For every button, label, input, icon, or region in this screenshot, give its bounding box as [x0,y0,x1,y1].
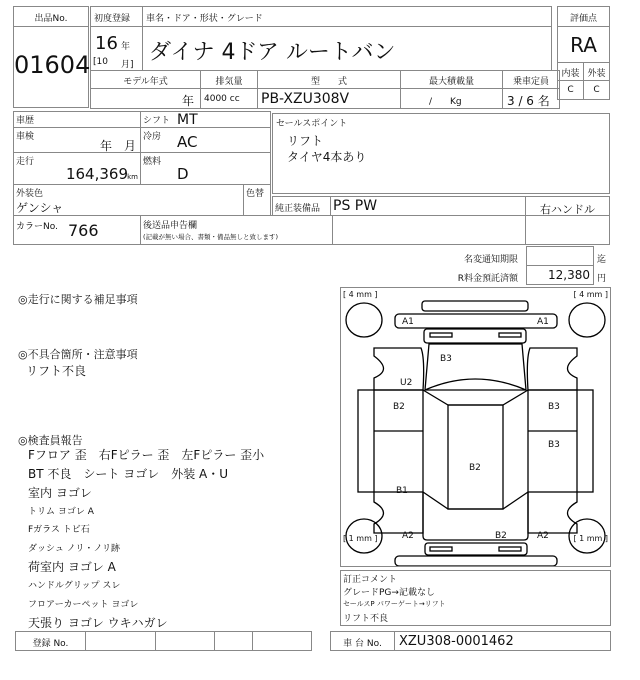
interior-label: 内装 [561,69,580,79]
spec-header-displacement: 排気量 [215,77,243,87]
fuel-label: 燃料 [143,157,162,167]
reg-label-cell [90,6,143,27]
model-code: PB-XZU308V [261,91,350,107]
tire-depth-front-right: [ 4 mm ] [573,290,608,299]
damage-mark: B3 [440,354,452,364]
later-value-cell [332,215,526,245]
damage-mark: B2 [393,402,405,412]
report-line: Fフロア 歪 右Fピラー 歪 左Fピラー 歪小 [28,448,265,462]
displacement: 4000 cc [204,94,240,104]
sales-line: リフト [287,134,324,148]
spec-header-max-load: 最大積載量 [428,77,474,87]
color-label: 外装色 [16,189,44,199]
color-no-label: カラーNo. [16,222,58,232]
spec-header-capacity: 乗車定員 [512,77,549,87]
score-value: RA [570,33,597,57]
reg-value-cell [90,26,143,71]
damage-mark: B2 [495,531,507,541]
car-label-cell [142,6,552,27]
later-note: (記載が無い場合、書類・備品無しと致します) [143,233,279,241]
color-no-value: 766 [68,221,99,240]
equip-label: 純正装備品 [275,204,321,214]
capacity: 3 / 6 名 [507,94,550,108]
ac-value: AC [177,133,198,151]
mileage-unit: km [127,173,138,181]
damage-mark: A2 [537,531,549,541]
lot-number: 01604 [14,51,91,79]
report-line: Fガラス トビ石 [28,525,90,535]
ac-label: 冷房 [143,132,162,142]
blank-cell [525,215,610,245]
interior-grade: C [567,85,574,95]
recycle-value: 12,380 [548,268,590,282]
history-label: 車歴 [16,116,35,126]
damage-mark: A2 [402,531,414,541]
defect-line: リフト不良 [26,364,87,378]
sales-label: セールスポイント [276,119,348,129]
recycle-label: R料金預託済額 [457,274,518,284]
damage-mark: U2 [400,378,413,388]
mileage-label: 走行 [16,157,35,167]
correction-line: グレードPG→記載なし [343,588,435,598]
report-line: 室内 ヨゴレ [28,486,92,500]
model-year: 年 [181,94,194,108]
name-change-unit: 迄 [597,255,607,265]
car-name: ダイナ 4ドア ルートバン [149,40,396,65]
correction-box [340,570,611,626]
damage-mark: B1 [396,486,408,496]
recycle-unit: 円 [597,274,607,284]
report-line: トリム ヨゴレ A [28,507,94,517]
correction-label: 訂正コメント [343,575,398,585]
lot-label: 出品No. [34,14,68,24]
reg-year-unit: 年 [121,42,131,52]
registration-cell [214,631,253,651]
reg-year: 16 [95,33,118,54]
report-line: ハンドルグリップ スレ [28,581,121,591]
registration-cell [252,631,312,651]
shift-value: MT [177,112,198,128]
sales-line: タイヤ4本あり [287,150,367,164]
name-change-field [526,246,594,266]
name-change-label: 名変通知期限 [463,255,518,265]
running-notes-heading: ◎走行に関する補足事項 [18,293,138,306]
mileage-value: 164,369 [65,165,128,183]
car-name-cell [142,26,552,71]
car-label: 車名・ドア・形状・グレード [146,14,263,24]
color-value: ゲンシャ [16,201,64,215]
inspector-heading: ◎検査員報告 [18,434,83,447]
report-line: 荷室内 ヨゴレ A [28,560,116,574]
damage-mark: B3 [548,440,560,450]
registration-label: 登録 No. [32,639,69,649]
score-label: 評価点 [569,14,597,24]
damage-mark: B2 [469,463,481,473]
vehicle-outline [341,288,610,566]
exterior-grade: C [593,85,600,95]
correction-line: リフト不良 [343,614,389,624]
fuel-value: D [177,165,189,183]
damage-mark: A1 [402,317,414,327]
inspection-label: 車検 [16,132,35,142]
reg-month: [10 [93,57,108,67]
spec-header-model-code: 型 式 [310,77,347,87]
defects-heading: ◎不具合箇所・注意事項 [18,348,138,361]
correction-line: セールスP パワーゲート→リフト [343,600,446,608]
damage-mark: B3 [548,402,560,412]
report-line: ダッシュ ノリ・ノリ跡 [28,544,120,554]
reg-month-unit: 月] [121,60,134,70]
report-line: BT 不良 シート ヨゴレ 外装 A・U [28,467,228,481]
color-change-label: 色替 [246,189,265,199]
lot-label-cell [13,6,89,27]
report-line: フロアーカーペット ヨゴレ [28,600,139,610]
exterior-label: 外装 [587,69,606,79]
max-load: / Kg [429,97,462,107]
registration-cell [155,631,215,651]
lot-value-cell [13,26,89,108]
later-label: 後送品申告欄 [143,221,198,231]
steering-side: 右ハンドル [540,203,595,216]
damage-mark: A1 [537,317,549,327]
inspection-value: 年 月 [99,139,136,153]
shift-label: シフト [143,116,171,126]
tire-depth-front-left: [ 4 mm ] [343,290,378,299]
registration-cell [85,631,156,651]
reg-label: 初度登録 [94,14,131,24]
chassis-number: XZU308-0001462 [399,634,514,649]
tire-depth-rear-right: [ 1 mm ] [573,534,608,543]
spec-header-model-year: モデル年式 [123,77,168,87]
equip-value: PS PW [333,198,378,214]
tire-depth-rear-left: [ 1 mm ] [343,534,378,543]
damage-diagram [340,287,611,567]
report-line: 天張り ヨゴレ ウキハガレ [28,616,168,630]
chassis-label: 車 台 No. [343,639,382,649]
